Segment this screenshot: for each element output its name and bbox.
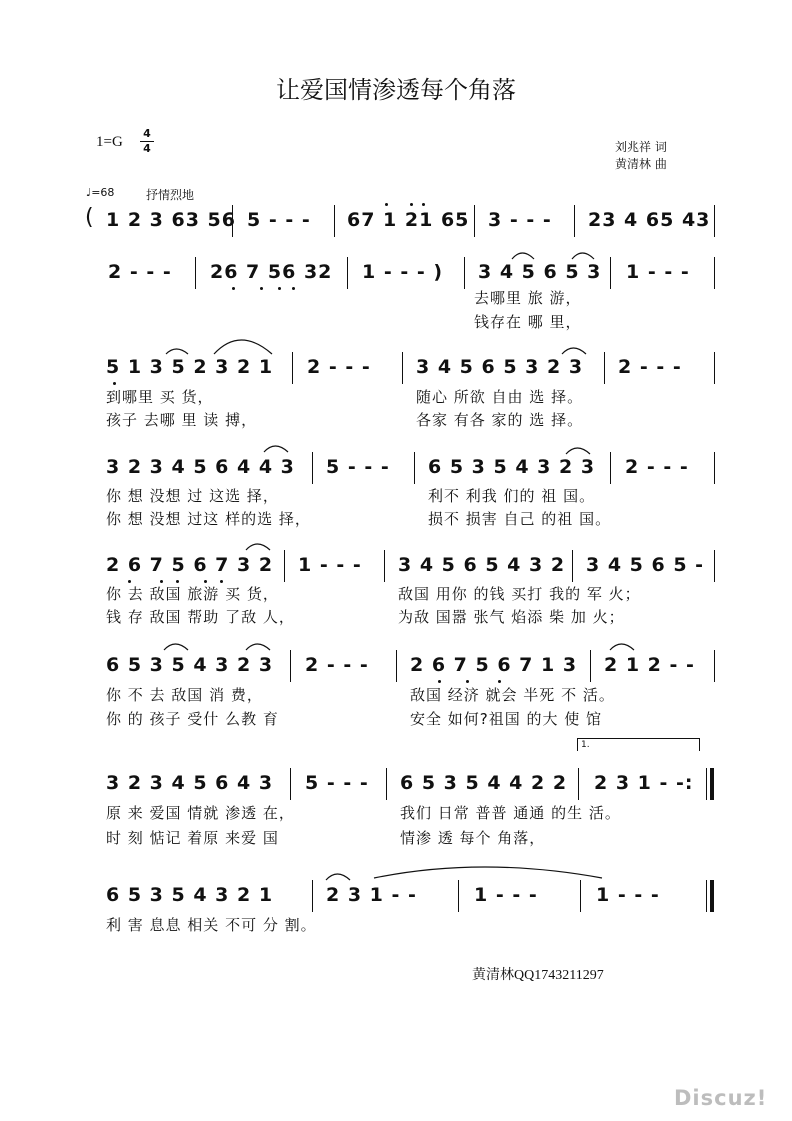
first-ending-bracket xyxy=(577,738,700,751)
measure: 26 7 56 32 xyxy=(210,261,333,283)
measure: 5 - - - xyxy=(326,456,390,478)
barline xyxy=(714,452,715,484)
score-row-4 xyxy=(0,452,792,482)
score-row-1 xyxy=(0,205,792,235)
measure: 2 6 7 5 6 7 1 3 xyxy=(410,654,578,676)
author-contact: 黄清林QQ1743211297 xyxy=(472,968,604,983)
low-octave-dot xyxy=(260,287,263,290)
lyric-line: 各家 有各 家的 选 择。 xyxy=(416,411,584,429)
barline xyxy=(464,257,465,289)
barline xyxy=(290,768,291,800)
volta-label: 1. xyxy=(581,740,590,750)
slur-marks xyxy=(564,440,594,456)
lyric-line: 安全 如何?祖国 的大 使 馆 xyxy=(410,710,603,728)
measure: 1 - - - xyxy=(596,884,660,906)
lyric-line: 你 的 孩子 受什 么教 育 xyxy=(106,710,279,728)
measure: 2 - - - xyxy=(307,356,371,378)
lyricist-credit: 刘兆祥 词 xyxy=(615,140,667,154)
measure: 5 - - - xyxy=(305,772,369,794)
lyric-line: 损不 损害 自己 的祖 国。 xyxy=(428,510,612,528)
measure: 2 - - - xyxy=(618,356,682,378)
measure: 2 6 7 5 6 7 3 2 xyxy=(106,554,274,576)
lyric-line: 你 不 去 敌国 消 费， xyxy=(106,686,263,704)
measure: 3 - - - xyxy=(488,209,552,231)
barline xyxy=(714,205,715,237)
time-sig-bottom: 4 xyxy=(143,142,151,155)
barline xyxy=(572,550,573,582)
low-octave-dot xyxy=(113,382,116,385)
barline xyxy=(402,352,403,384)
lyric-line: 到哪里 买 货， xyxy=(106,388,214,406)
composer-credit: 黄清林 曲 xyxy=(615,157,667,171)
lyric-line: 敌国 经济 就会 半死 不 活。 xyxy=(410,686,615,704)
barline xyxy=(290,650,291,682)
barline xyxy=(396,650,397,682)
high-octave-dot xyxy=(422,203,425,206)
measure: 2 1 2 - - xyxy=(604,654,695,676)
measure: 3 4 5 6 5 3 2 3 xyxy=(416,356,584,378)
slur-marks xyxy=(560,340,590,356)
measure: 2 - - - xyxy=(625,456,689,478)
barline xyxy=(458,880,459,912)
score-row-2 xyxy=(0,257,792,287)
barline xyxy=(610,257,611,289)
time-sig-top: 4 xyxy=(143,127,151,140)
measure: 1 - - - xyxy=(474,884,538,906)
final-barline xyxy=(706,880,707,912)
repeat-barline-thick xyxy=(710,768,714,800)
barline xyxy=(474,205,475,237)
measure: 2 - - - xyxy=(305,654,369,676)
slur-marks xyxy=(160,636,280,652)
high-octave-dot xyxy=(385,203,388,206)
barline xyxy=(714,352,715,384)
slur-marks xyxy=(322,862,612,884)
barline xyxy=(414,452,415,484)
measure: 3 4 5 6 5 4 3 2 xyxy=(398,554,566,576)
barline xyxy=(386,768,387,800)
barline xyxy=(292,352,293,384)
measure: 2 - - - xyxy=(108,261,172,283)
low-octave-dot xyxy=(232,287,235,290)
lyric-line: 钱存在 哪 里， xyxy=(474,313,582,331)
score-row-7 xyxy=(0,768,792,798)
measure: 2 3 1 - -: xyxy=(594,772,694,794)
measure: 1 - - - ) xyxy=(362,261,444,283)
expression-marking: 抒情烈地 xyxy=(146,188,195,202)
barline xyxy=(714,257,715,289)
measure: 1 2 3 63 56 xyxy=(106,209,237,231)
barline xyxy=(610,452,611,484)
lyric-line: 钱 存 敌国 帮助 了敌 人， xyxy=(106,608,295,626)
page-title: 让爱国情渗透每个角落 xyxy=(276,76,516,104)
measure: 67 1 21 65 xyxy=(347,209,470,231)
measure: 3 4 5 6 5 3 xyxy=(478,261,602,283)
measure: 6 5 3 5 4 3 2 3 xyxy=(428,456,596,478)
lyric-line: 原 来 爱国 情就 渗透 在， xyxy=(106,804,295,822)
barline xyxy=(312,452,313,484)
measure: 3 2 3 4 5 6 4 3 xyxy=(106,772,274,794)
low-octave-dot xyxy=(292,287,295,290)
measure: 6 5 3 5 4 3 2 3 xyxy=(106,654,274,676)
low-octave-dot xyxy=(278,287,281,290)
score-row-3 xyxy=(0,352,792,382)
barline xyxy=(232,205,233,237)
barline xyxy=(714,650,715,682)
time-signature xyxy=(140,128,154,155)
barline xyxy=(574,205,575,237)
score-row-8 xyxy=(0,880,792,910)
measure: 1 - - - xyxy=(298,554,362,576)
barline xyxy=(347,257,348,289)
key-signature: 1=G xyxy=(96,134,123,150)
slur-marks xyxy=(244,536,274,552)
lyric-line: 我们 日常 普普 通通 的生 活。 xyxy=(400,804,621,822)
high-octave-dot xyxy=(410,203,413,206)
lyric-line: 情渗 透 每个 角落， xyxy=(400,829,546,847)
lyric-line: 你 想 没想 过这 样的选 择， xyxy=(106,510,311,528)
watermark-logo: Discuz! xyxy=(674,1086,768,1110)
barline xyxy=(604,352,605,384)
lyric-line: 孩子 去哪 里 读 搏， xyxy=(106,411,258,429)
measure: 2 3 1 - - xyxy=(326,884,417,906)
lyric-line: 为敌 国嚣 张气 焰添 柴 加 火； xyxy=(398,608,625,626)
lyric-line: 利 害 息息 相关 不可 分 割。 xyxy=(106,916,317,934)
barline xyxy=(384,550,385,582)
lyric-line: 随心 所欲 自由 选 择。 xyxy=(416,388,584,406)
measure: 5 - - - xyxy=(247,209,311,231)
slur-marks xyxy=(160,330,280,356)
tempo-marking: ♩=68 xyxy=(86,186,115,199)
barline xyxy=(195,257,196,289)
lyric-line: 利不 利我 们的 祖 国。 xyxy=(428,487,596,505)
measure: 5 1 3 5 2 3 2 1 xyxy=(106,356,274,378)
low-octave-dot xyxy=(498,680,501,683)
lyric-line: 去哪里 旅 游， xyxy=(474,289,582,307)
measure: 6 5 3 5 4 3 2 1 xyxy=(106,884,274,906)
measure: 3 4 5 6 5 - xyxy=(586,554,705,576)
lyric-line: 敌国 用你 的钱 买打 我的 军 火； xyxy=(398,585,641,603)
lyric-line: 你 去 敌国 旅游 买 货， xyxy=(106,585,279,603)
lyric-line: 时 刻 惦记 着原 来爱 国 xyxy=(106,829,279,847)
score-row-5 xyxy=(0,550,792,580)
slur-marks xyxy=(262,438,292,454)
measure: 1 - - - xyxy=(626,261,690,283)
score-row-6 xyxy=(0,650,792,680)
lyric-line: 你 想 没想 过 这选 择， xyxy=(106,487,279,505)
repeat-barline xyxy=(706,768,707,800)
barline xyxy=(714,550,715,582)
low-octave-dot xyxy=(466,680,469,683)
slur-marks xyxy=(608,636,638,652)
barline xyxy=(284,550,285,582)
slur-marks xyxy=(510,245,600,261)
barline xyxy=(578,768,579,800)
barline xyxy=(334,205,335,237)
measure: 23 4 65 43 xyxy=(588,209,711,231)
measure: 6 5 3 5 4 4 2 2 xyxy=(400,772,568,794)
final-barline-thick xyxy=(710,880,714,912)
barline xyxy=(312,880,313,912)
barline xyxy=(590,650,591,682)
barline xyxy=(580,880,581,912)
repeat-open-paren: ( xyxy=(85,205,95,230)
measure: 3 2 3 4 5 6 4 4 3 xyxy=(106,456,295,478)
low-octave-dot xyxy=(438,680,441,683)
